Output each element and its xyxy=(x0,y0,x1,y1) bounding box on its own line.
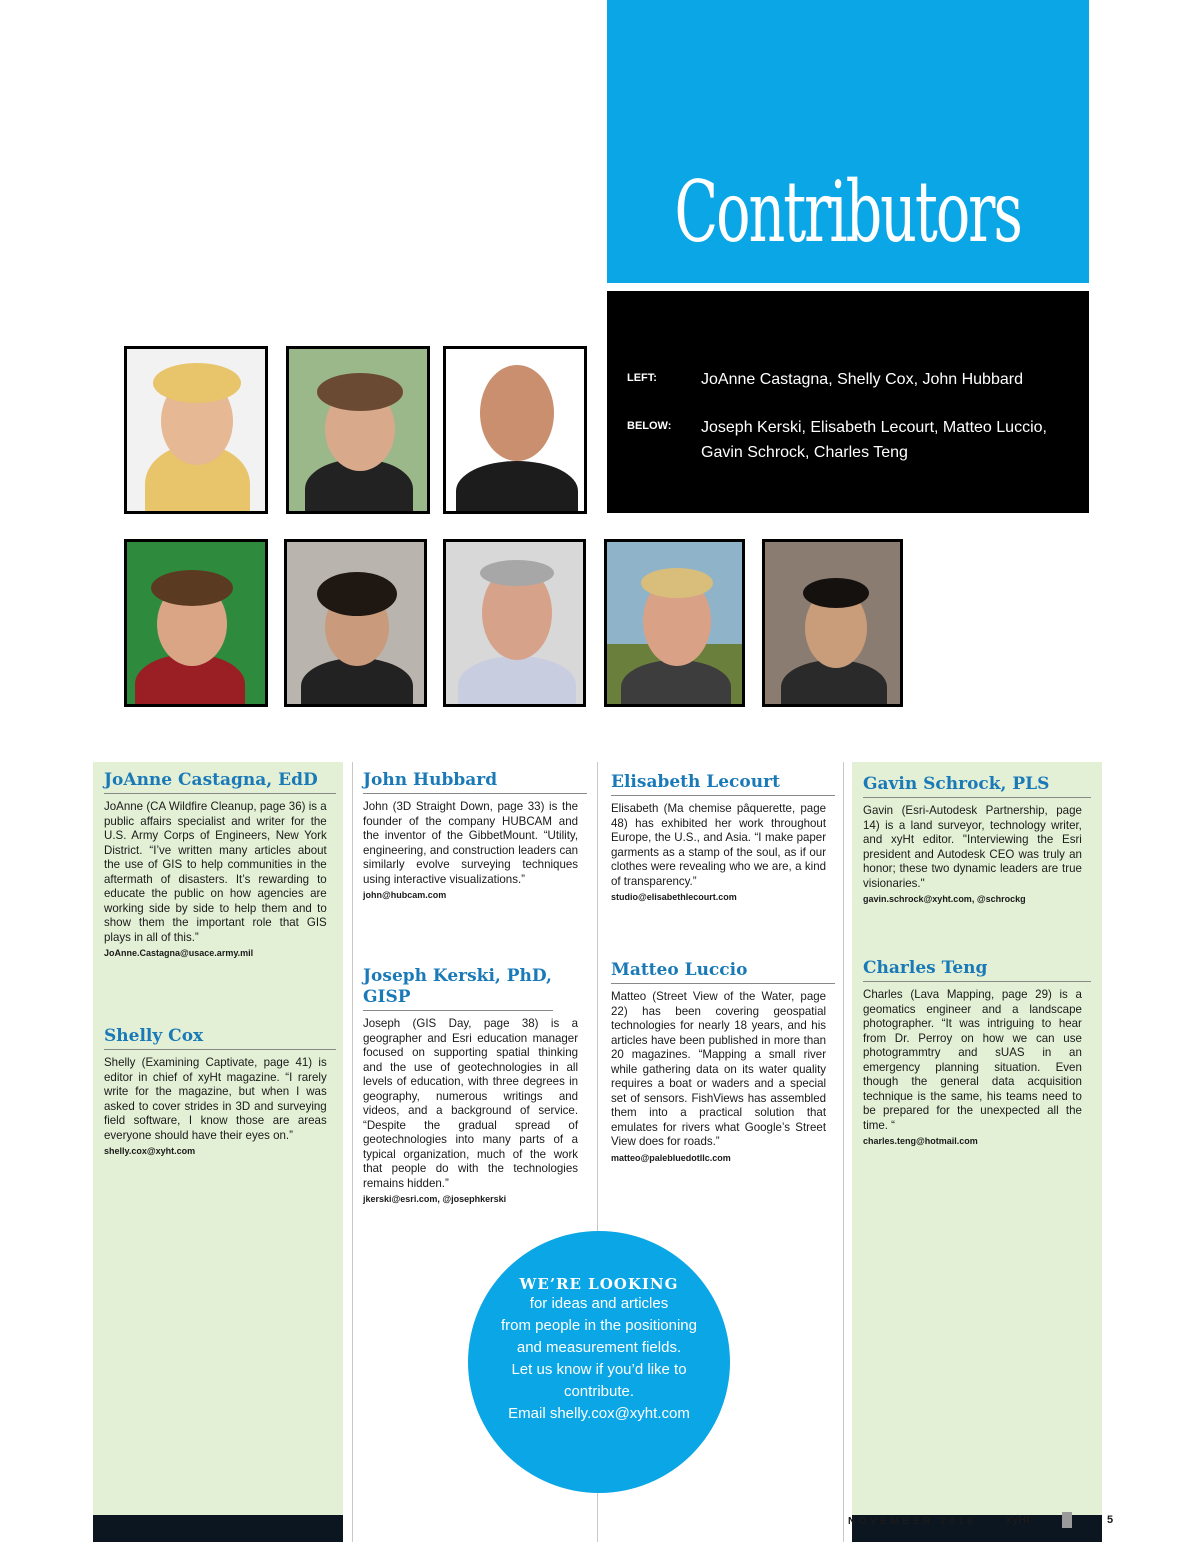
contributor-joanne xyxy=(104,770,336,958)
page-title: Contributors xyxy=(674,163,1022,261)
contributor-bio: JoAnne (CA Wildfire Cleanup, page 36) is a public affairs specialist and writer for the U.S. Army Corps of Engineers, New York District. “I’ve written many articles about the use of GIS to help communities in the aftermath of disasters. It’s rewarding to educate the public on how agencies are working side by side to help them and to show them the important role that GIS plays in all of this.” xyxy=(104,799,327,944)
contributor-name: Elisabeth Lecourt xyxy=(611,772,835,796)
contributor-bio: Gavin (Esri-Autodesk Partnership, page 14) is a land surveyor, technology writer, and xyHt editor. "Interviewing the Esri president and Autodesk CEO was truly an honor; these two dynamic leaders are true visionaries." xyxy=(863,803,1082,890)
contributor-email[interactable]: JoAnne.Castagna@usace.army.mil xyxy=(104,948,254,958)
footer-separator xyxy=(1062,1512,1072,1528)
portrait-joanne-castagna xyxy=(124,346,268,514)
caption-left-names: JoAnne Castagna, Shelly Cox, John Hubbard xyxy=(701,371,1023,388)
portrait-gavin-schrock xyxy=(604,539,745,707)
contributor-joseph xyxy=(363,966,587,1204)
contributor-bio: John (3D Straight Down, page 33) is the founder of the company HUBCAM and the inventor of the GibbetMount. “Utility, engineering, and construction leaders can similarly evolve surveying techniques using interactive visualizations.” xyxy=(363,799,579,886)
contributor-name: Shelly Cox xyxy=(104,1026,336,1050)
photo-caption-box xyxy=(607,291,1089,513)
contributor-name: Joseph Kerski, PhD, GISP xyxy=(363,966,553,1011)
contributor-name: John Hubbard xyxy=(363,770,587,794)
contributor-charles xyxy=(863,958,1091,1146)
contributor-shelly xyxy=(104,1026,336,1156)
contributor-bio: Matteo (Street View of the Water, page 22) has been covering geospatial technologies for nearly 18 years, and his articles have been published in more than 20 magazines. “Mapping a small river while gathering data on its water quality requires a boat or waders and a special set of sensors. FishViews has assembled them into a practical solution that emulates for rivers what Google’s Street View does for roads.” xyxy=(611,989,827,1148)
portrait-john-hubbard xyxy=(443,346,587,514)
callout-line: Let us know if you’d like to xyxy=(511,1361,687,1378)
contributor-bio: Charles (Lava Mapping, page 29) is a geomatics engineer and a landscape photographer. “It was intriguing to hear from Dr. Perroy on how we can use photogrammtry and sUAS in an emergency planning situation. Even though the general data acquisition technique is the same, his teams need to be prepared for the unexpected all the time. “ xyxy=(863,987,1082,1132)
portrait-shelly-cox xyxy=(286,346,430,514)
contributor-email[interactable]: jkerski@esri.com, @josephkerski xyxy=(363,1194,507,1204)
contributor-name: JoAnne Castagna, EdD xyxy=(104,770,336,794)
caption-below-names-line2: Gavin Schrock, Charles Teng xyxy=(701,444,908,461)
portrait-charles-teng xyxy=(762,539,903,707)
contributor-email[interactable]: studio@elisabethlecourt.com xyxy=(611,892,737,902)
caption-left-label: LEFT: xyxy=(627,372,657,384)
contributor-email[interactable]: gavin.schrock@xyht.com, @schrockg xyxy=(863,894,1026,904)
page-number: 5 xyxy=(1107,1514,1114,1526)
contributor-bio: Shelly (Examining Captivate, page 41) is editor in chief of xyHt magazine. “I rarely write for the magazine, but when I was asked to cover strides in 3D and surveying field software, I know those are areas everyone should have their eyes on.” xyxy=(104,1055,327,1142)
portrait-elisabeth-lecourt xyxy=(284,539,427,707)
contributor-bio: Elisabeth (Ma chemise pâquerette, page 48) has exhibited her work throughout Europe, the U.S., and Asia. “I make paper garments as a stamp of the soul, as if our clothes were revealing who we are, a kind of transparency.” xyxy=(611,801,827,888)
contributor-bio: Joseph (GIS Day, page 38) is a geographer and Esri education manager focused on supporting spatial thinking and the use of geotechnologies in all levels of education, with three degrees in geography, numerous writings and videos, and a background of service. “Despite the gradual spread of geotechnologies into many parts of a typical organization, much of the work that people do with the technologies remains hidden.” xyxy=(363,1016,579,1190)
contributor-name: Matteo Luccio xyxy=(611,960,835,984)
contributor-elisabeth xyxy=(611,772,835,902)
portrait-matteo-luccio xyxy=(443,539,586,707)
call-for-contributors-callout xyxy=(468,1231,730,1493)
callout-heading: WE’RE LOOKING xyxy=(519,1275,679,1293)
contributor-email[interactable]: charles.teng@hotmail.com xyxy=(863,1136,978,1146)
footer-date: NOVEMBER 2018 xyxy=(848,1516,977,1527)
contributor-matteo xyxy=(611,960,835,1163)
contributor-john xyxy=(363,770,587,900)
callout-email[interactable]: Email shelly.cox@xyht.com xyxy=(508,1405,690,1422)
contributor-email[interactable]: matteo@palebluedotllc.com xyxy=(611,1152,731,1163)
contributor-name: Gavin Schrock, PLS xyxy=(863,774,1091,798)
callout-line: for ideas and articles xyxy=(529,1295,669,1312)
caption-below-names-line1: Joseph Kerski, Elisabeth Lecourt, Matteo Luccio, xyxy=(701,419,1047,436)
contributor-email[interactable]: shelly.cox@xyht.com xyxy=(104,1146,196,1156)
column-divider-3 xyxy=(843,762,844,1542)
column-divider-1 xyxy=(352,762,353,1542)
portrait-joseph-kerski xyxy=(124,539,268,707)
caption-below-label: BELOW: xyxy=(627,420,672,432)
footer-magazine: xyHt xyxy=(1006,1514,1030,1526)
contributor-name: Charles Teng xyxy=(863,958,1091,982)
callout-line: contribute. xyxy=(563,1383,635,1400)
contributor-email[interactable]: john@hubcam.com xyxy=(363,890,447,900)
contributor-gavin xyxy=(863,774,1091,904)
panel-bar-left xyxy=(93,1515,343,1542)
title-banner xyxy=(607,0,1089,283)
callout-line: and measurement fields. xyxy=(516,1339,682,1356)
callout-line: from people in the positioning xyxy=(501,1317,697,1334)
